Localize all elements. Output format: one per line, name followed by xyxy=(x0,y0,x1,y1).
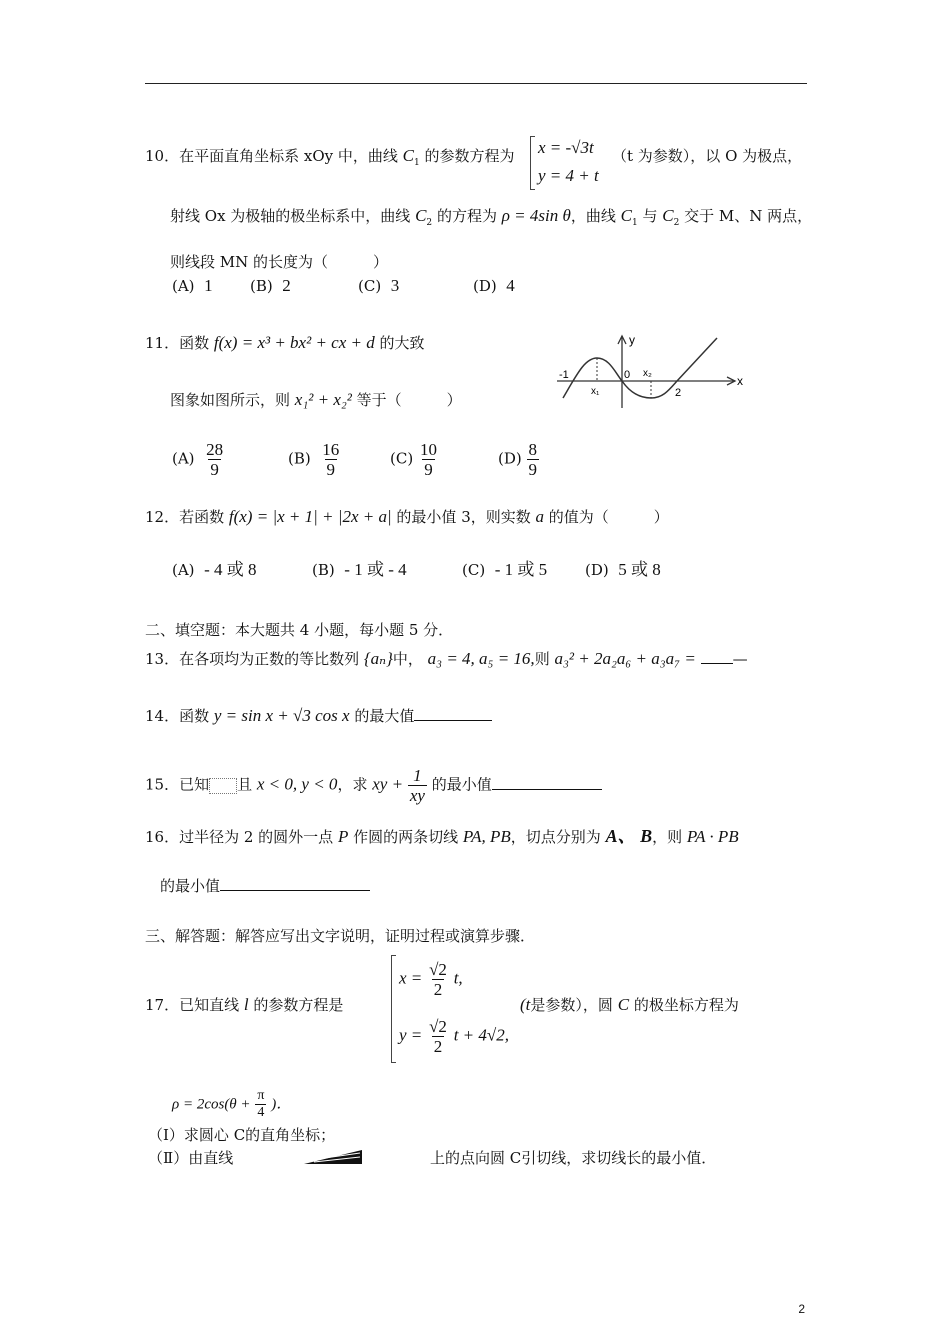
q15-text: ，求 xyxy=(337,775,368,794)
opt-label: (C) xyxy=(390,449,414,468)
q10-line2 xyxy=(170,206,812,233)
q17-part2-tail: 上的点向圆 C引切线，求切线长的最小值． xyxy=(430,1149,717,1167)
q10-eq-y: y = 4 + t xyxy=(538,166,599,185)
q17-text: 17．已知直线 xyxy=(145,996,240,1014)
q12-text: 的值为（ ） xyxy=(548,508,669,526)
q15-expr: xy + xyxy=(372,774,404,794)
opt-label: (B) xyxy=(312,561,335,579)
q13-text: 中， xyxy=(392,650,423,668)
opt-value: 2 xyxy=(282,276,291,295)
q11-func: f(x) = x³ + bx² + cx + d xyxy=(213,333,375,352)
q17-eq-y xyxy=(399,1017,509,1056)
broken-glyph-icon xyxy=(209,778,237,794)
q13-expr: a₃² + 2a₂a₆ + a₃a₇ = xyxy=(554,649,696,668)
q11-text: 图象如图所示，则 xyxy=(170,391,291,409)
eq-part: y = xyxy=(399,1025,423,1045)
q17-line1b xyxy=(520,995,739,1015)
label-neg1: -1 xyxy=(559,369,569,381)
eq-part: t, xyxy=(453,968,463,988)
q15-text: 的最小值 xyxy=(431,775,492,794)
label-y: y xyxy=(629,333,635,347)
q17-text: （Ⅱ）由直线 xyxy=(148,1149,234,1167)
opt-label: (D) xyxy=(585,561,609,579)
q17-eq-x xyxy=(399,960,463,999)
label-two: 2 xyxy=(675,387,682,399)
q11-option-d xyxy=(498,440,539,479)
frac-den: xy xyxy=(409,786,425,805)
q12-func: f(x) = |x + 1| + |2x + a| xyxy=(228,507,392,526)
answer-blank[interactable] xyxy=(701,649,733,664)
q12-text: 的最小值 3，则实数 xyxy=(396,508,531,526)
q12-option-a xyxy=(172,560,257,580)
frac-num: π xyxy=(257,1088,265,1103)
header-rule xyxy=(145,83,807,84)
q16-text: ，则 xyxy=(652,828,683,846)
q16-text: 16．过半径为 2 的圆外一点 xyxy=(145,828,334,846)
frac-num: √2 xyxy=(429,1017,447,1036)
opt-value: - 1 或 5 xyxy=(494,560,548,579)
q10-text: 射线 Ox 为极轴的极坐标系中，曲线 xyxy=(170,207,411,225)
q12-text: 12．若函数 xyxy=(145,508,225,526)
frac-den: 2 xyxy=(433,980,443,999)
sub: 2 xyxy=(673,218,680,228)
q11-text: 的大致 xyxy=(379,334,425,352)
q17-line1a xyxy=(145,995,343,1015)
q12-a: a xyxy=(535,507,545,526)
q11-expr: x₁² + x₂² xyxy=(294,390,352,409)
q10-line1 xyxy=(145,146,515,173)
q17-text: 的参数方程是 xyxy=(253,996,344,1014)
q15-line xyxy=(145,766,602,805)
label-x1: x₁ xyxy=(591,386,600,397)
q14-text: 14．函数 xyxy=(145,707,210,725)
page-number: 2 xyxy=(798,1302,805,1316)
q12-option-b xyxy=(312,560,407,580)
q14-line xyxy=(145,706,492,726)
opt-label: (A) xyxy=(172,449,195,468)
opt-num: 8 xyxy=(528,440,538,459)
opt-value: 3 xyxy=(390,276,400,295)
label-zero: 0 xyxy=(624,369,631,381)
q11-option-c xyxy=(390,440,439,479)
rho-part: ρ = 2cos(θ + xyxy=(172,1096,251,1113)
sub: 1 xyxy=(631,218,638,228)
q10-text: 与 xyxy=(642,207,658,225)
section-2-heading: 二、填空题：本大题共 4 小题，每小题 5 分． xyxy=(145,621,454,639)
q13-cond: a₃ = 4, a₅ = 16, xyxy=(427,649,535,668)
q16-line1 xyxy=(145,826,739,847)
eq-part: x = xyxy=(399,968,423,988)
answer-blank[interactable] xyxy=(414,706,492,721)
equation-image-icon xyxy=(302,1148,364,1166)
brace xyxy=(391,955,396,1063)
q11-line2 xyxy=(170,390,462,410)
q10-option-d xyxy=(473,276,515,296)
section-3-heading: 三、解答题：解答应写出文字说明，证明过程或演算步骤． xyxy=(145,927,536,945)
q10-option-a xyxy=(172,276,213,296)
frac-den: 4 xyxy=(257,1105,265,1120)
opt-num: 16 xyxy=(322,440,340,459)
q11-text: 等于（ ） xyxy=(356,391,462,409)
q13-blank-end: — xyxy=(732,650,748,668)
q16-dot: PA · PB xyxy=(686,827,739,846)
q16-text: 的最小值 xyxy=(160,877,221,895)
q16-text: 作圆的两条切线 xyxy=(353,828,459,846)
q11-line1 xyxy=(145,333,425,353)
opt-label: (D) xyxy=(473,277,497,295)
q12-line1 xyxy=(145,507,669,527)
opt-value: 1 xyxy=(204,276,213,295)
frac-den: 2 xyxy=(433,1037,443,1056)
opt-den: 9 xyxy=(528,460,538,479)
q17-text: 的极坐标方程为 xyxy=(633,996,739,1014)
q11-option-a xyxy=(172,440,225,479)
q10-text: 的方程为 xyxy=(436,207,497,225)
q17-part1: （Ⅰ）求圆心 C的直角坐标； xyxy=(148,1126,336,1144)
q13-text: 13．在各项均为正数的等比数列 xyxy=(145,650,360,668)
opt-value: - 4 或 8 xyxy=(204,560,257,579)
q10-eq-x: x = -√3t xyxy=(538,138,594,157)
frac-num: √2 xyxy=(429,960,447,979)
q10-text: ，曲线 xyxy=(570,207,616,225)
q16-ab: A、 B xyxy=(605,826,653,846)
q14-func: y = sin x + √3 cos x xyxy=(213,706,350,725)
q17-rho xyxy=(172,1088,291,1121)
opt-label: (C) xyxy=(462,561,486,579)
answer-blank[interactable] xyxy=(492,775,602,790)
q10-text: 10．在平面直角坐标系 xOy 中，曲线 xyxy=(145,147,398,165)
opt-den: 9 xyxy=(210,460,219,479)
opt-label: (A) xyxy=(172,561,195,579)
q15-cond: x < 0, y < 0 xyxy=(256,774,338,794)
q10-option-c xyxy=(358,276,399,296)
q17-l: l xyxy=(243,995,249,1014)
opt-den: 9 xyxy=(326,460,336,479)
label-x2: x₂ xyxy=(643,368,652,379)
curve-c2: C xyxy=(662,206,674,225)
opt-value: 5 或 8 xyxy=(618,560,661,579)
q10-text: 的参数方程为 xyxy=(424,147,515,165)
q16-p: P xyxy=(337,827,349,846)
q10-rho: ρ = 4sin θ xyxy=(501,206,571,225)
opt-num: 28 xyxy=(206,440,224,459)
opt-num: 10 xyxy=(419,440,437,459)
q13-seq: {aₙ} xyxy=(363,649,393,668)
opt-value: - 1 或 - 4 xyxy=(344,560,407,579)
q11-text: 11．函数 xyxy=(145,334,210,352)
frac-num: 1 xyxy=(413,766,422,785)
opt-label: (A) xyxy=(172,277,195,295)
brace xyxy=(530,136,535,190)
q15-text: 且 xyxy=(237,775,253,794)
q13-line xyxy=(145,649,748,669)
opt-label: (B) xyxy=(250,277,273,295)
q17-part2 xyxy=(148,1148,233,1168)
curve-c1: C xyxy=(620,206,632,225)
q10-text: 交于 M、N 两点， xyxy=(684,207,813,225)
curve-c1: C xyxy=(402,146,414,165)
opt-value: 4 xyxy=(506,276,515,295)
answer-blank[interactable] xyxy=(220,876,370,891)
curve xyxy=(563,338,717,398)
q17-t: (t xyxy=(520,995,531,1014)
q10-option-b xyxy=(250,276,291,296)
opt-label: (C) xyxy=(358,277,382,295)
sub: 2 xyxy=(426,218,433,228)
q10-line3: 则线段 MN 的长度为（ ） xyxy=(170,253,389,271)
q11-option-b xyxy=(288,440,341,479)
cubic-graph xyxy=(555,330,745,410)
q13-text: 则 xyxy=(534,650,550,668)
opt-label: (D) xyxy=(498,449,522,468)
opt-label: (B) xyxy=(288,449,311,468)
opt-den: 9 xyxy=(424,460,433,479)
q17-text: 是参数），圆 xyxy=(530,996,613,1014)
q15-text: 15．已知 xyxy=(145,775,210,794)
sub: 1 xyxy=(413,158,420,168)
curve-c2: C xyxy=(415,206,427,225)
q12-option-c xyxy=(462,560,547,580)
eq-part: t + 4√2, xyxy=(453,1025,509,1045)
q16-lines: PA, PB xyxy=(462,827,511,846)
q10-text: （t 为参数），以 O 为极点， xyxy=(612,147,803,165)
q16-line2 xyxy=(160,876,370,896)
q12-option-d xyxy=(585,560,661,580)
rho-part: )． xyxy=(271,1096,292,1113)
q17-c: C xyxy=(617,995,630,1014)
q16-text: ，切点分别为 xyxy=(510,828,601,846)
label-x: x xyxy=(737,374,743,388)
q14-text: 的最大值 xyxy=(354,707,415,725)
